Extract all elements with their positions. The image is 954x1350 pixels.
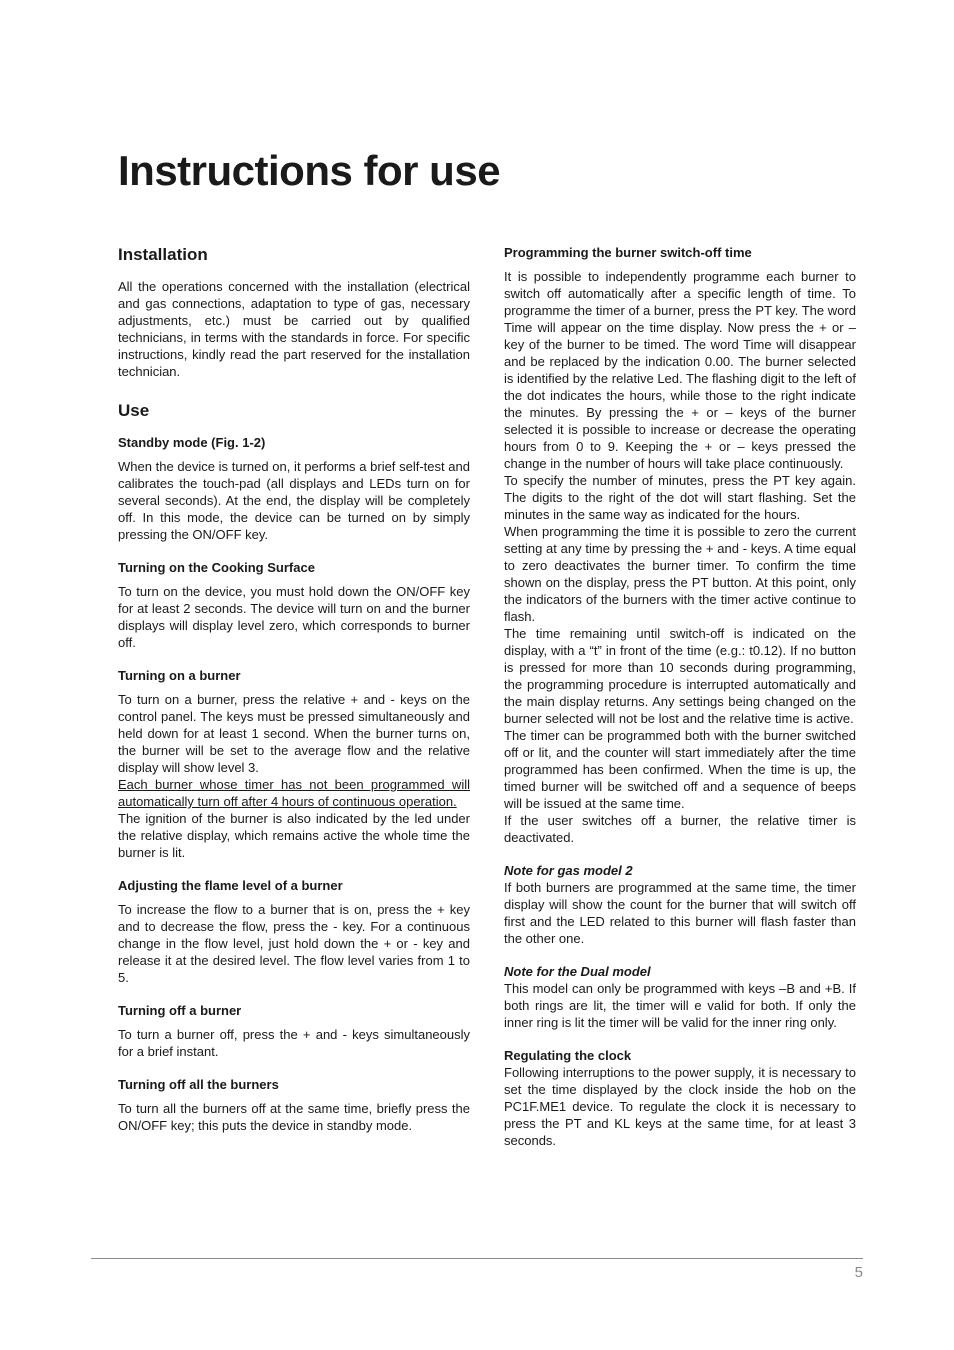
gas-model-2-heading: Note for gas model 2 (504, 863, 633, 878)
programming-heading: Programming the burner switch-off time (504, 245, 752, 260)
gas-model-2-text: If both burners are programmed at the same time, the timer display will show the count for the burner that will switch off first and the LED related to this burner will flash faster than the other one. (504, 880, 856, 946)
installation-heading: Installation (118, 245, 208, 264)
all-off-heading: Turning off all the burners (118, 1077, 279, 1092)
all-off-text: To turn all the burners off at the same time, briefly press the ON/OFF key; this puts the device in standby mode. (118, 1101, 470, 1133)
programming-paragraph-6: If the user switches off a burner, the relative timer is deactivated. (504, 813, 856, 845)
left-column (118, 244, 470, 1134)
cooking-surface-heading: Turning on the Cooking Surface (118, 560, 315, 575)
footer-divider (91, 1258, 863, 1259)
cooking-surface-text: To turn on the device, you must hold down the ON/OFF key for at least 2 seconds. The device will turn on and the burner displays will display level zero, which corresponds to burner off. (118, 584, 470, 650)
dual-model-heading: Note for the Dual model (504, 964, 651, 979)
use-heading: Use (118, 401, 150, 420)
right-column (504, 244, 856, 1149)
installation-text: All the operations concerned with the installation (electrical and gas connections, adaptation to type of gas, necessary adjustments, etc.) must be carried out by qualified technicians, in terms with the standards in force. For specific instructions, kindly read the part reserved for the installation technician. (118, 279, 470, 379)
programming-paragraph-2: To specify the number of minutes, press the PT key again. The digits to the right of the dot will start flashing. Set the minutes in the same way as indicated for the hours. (504, 473, 856, 522)
burner-off-text: To turn a burner off, press the + and - keys simultaneously for a brief instant. (118, 1027, 470, 1059)
standby-heading: Standby mode (Fig. 1-2) (118, 435, 266, 450)
page-number: 5 (854, 1264, 863, 1281)
flame-heading: Adjusting the flame level of a burner (118, 878, 343, 893)
page-title: Instructions for use (118, 147, 501, 194)
dual-model-text: This model can only be programmed with keys –B and +B. If both rings are lit, the timer will e valid for both. If only the inner ring is lit the timer will be valid for the inner ring only. (504, 981, 856, 1030)
programming-paragraph-3: When programming the time it is possible to zero the current setting at any time by pressing the + and - keys. A time equal to zero deactivates the burner timer. To confirm the time shown on the display, press the PT button. At this point, only the indicators of the burners with the timer active continue to flash. (504, 524, 856, 624)
burner-on-heading: Turning on a burner (118, 668, 241, 683)
burner-on-text: To turn on a burner, press the relative + and - keys on the control panel. The keys must be pressed simultaneously and held down for at least 1 second. When the burner turns on, the burner will be set to the average flow and the relative display will show level 3. (118, 692, 470, 775)
standby-text: When the device is turned on, it performs a brief self-test and calibrates the touch-pad (all displays and LEDs turn on for several seconds). At the end, the display will be completely off. In this mode, the device can be turned on by simply pressing the ON/OFF key. (118, 459, 470, 542)
programming-paragraph-5: The timer can be programmed both with the burner switched off or lit, and the counter will start immediately after the time programmed has been confirmed. When the time is up, the timed burner will be switched off and a sequence of beeps will be issued at the same time. (504, 728, 856, 811)
programming-paragraph-4: The time remaining until switch-off is indicated on the display, with a “t” in front of the time (e.g.: t0.12). If no button is pressed for more than 10 seconds during programming, the programming procedure is interrupted automatically and the main display returns. Any settings being changed on the burner selected will not be lost and the relative time is active. (504, 626, 856, 726)
clock-heading: Regulating the clock (504, 1048, 632, 1063)
burner-on-warning: Each burner whose timer has not been programmed will automatically turn off after 4 hours of continuous operation. (118, 777, 470, 809)
burner-on-text-2: The ignition of the burner is also indicated by the led under the relative display, which remains active the whole time the burner is lit. (118, 811, 470, 860)
flame-text: To increase the flow to a burner that is on, press the + key and to decrease the flow, press the - key. For a continuous change in the flow level, just hold down the + or - key and release it at the desired level. The flow level varies from 1 to 5. (118, 902, 470, 985)
burner-off-heading: Turning off a burner (118, 1003, 242, 1018)
clock-text: Following interruptions to the power supply, it is necessary to set the time displayed by the clock inside the hob on the PC1F.ME1 device. To regulate the clock it is necessary to press the PT and KL keys at the same time, for at least 3 seconds. (504, 1065, 856, 1148)
programming-paragraph-1: It is possible to independently programme each burner to switch off automatically after a specific length of time. To programme the timer of a burner, press the PT key. The word Time will appear on the time display. Now press the + or – key of the burner to be timed. The word Time will disappear and be replaced by the indication 0.00. The burner selected is identified by the relative Led. The flashing digit to the left of the dot indicates the hours, while those to the right indicate the minutes. By pressing the + or – keys of the burner selected it is possible to increase or decrease the operating hours from 0 to 9. Keeping the + or – keys pressed the change in the number of hours will take place continuously. (504, 269, 856, 471)
